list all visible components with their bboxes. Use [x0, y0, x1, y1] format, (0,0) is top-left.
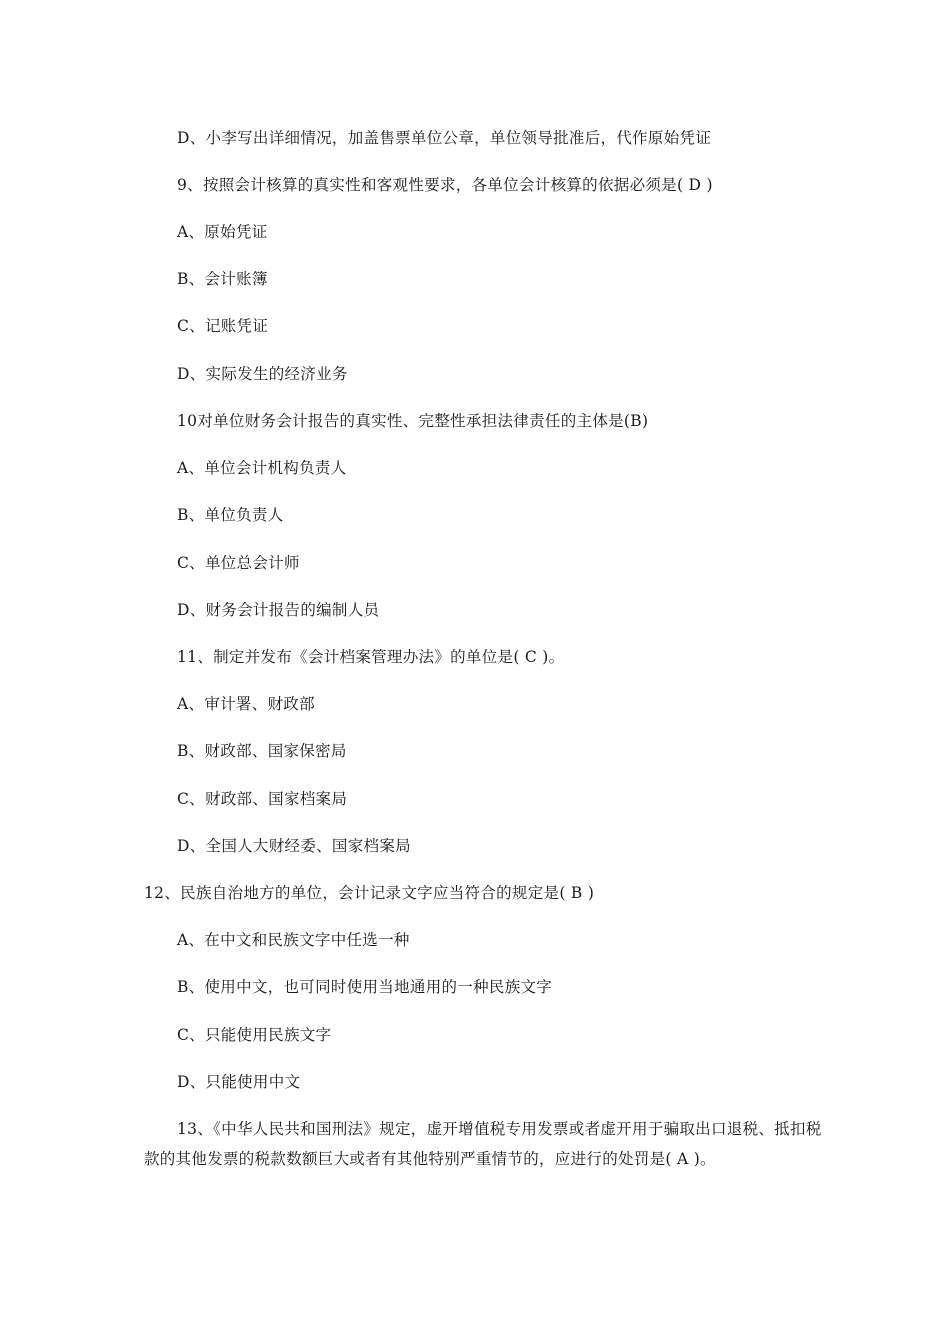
q13-question: 13、《中华人民共和国刑法》规定，虚开增值税专用发票或者虚开用于骗取出口退税、抵扣税款的其他发票的税款数额巨大或者有其他特别严重情节的，应进行的处罚是( A )。 [144, 1120, 822, 1168]
q9-option-d: D、实际发生的经济业务 [177, 365, 348, 383]
q12-question: 12、民族自治地方的单位，会计记录文字应当符合的规定是( B ) [144, 884, 595, 902]
q9-option-a: A、原始凭证 [177, 223, 268, 241]
q11-question: 11、制定并发布《会计档案管理办法》的单位是( C )。 [177, 648, 565, 666]
q10-option-b: B、单位负责人 [177, 506, 284, 524]
q11-option-a: A、审计署、财政部 [177, 695, 315, 713]
q11-option-c: C、财政部、国家档案局 [177, 790, 348, 808]
q8-option-d: D、小李写出详细情况，加盖售票单位公章，单位领导批准后，代作原始凭证 [177, 129, 712, 147]
q10-option-c: C、单位总会计师 [177, 554, 300, 572]
q12-option-d: D、只能使用中文 [177, 1073, 301, 1091]
q9-option-b: B、会计账簿 [177, 270, 268, 288]
q9-question: 9、按照会计核算的真实性和客观性要求，各单位会计核算的依据必须是( D ) [177, 176, 713, 194]
q9-option-c: C、记账凭证 [177, 317, 269, 335]
q12-option-c: C、只能使用民族文字 [177, 1026, 332, 1044]
q10-option-a: A、单位会计机构负责人 [177, 459, 347, 477]
q12-option-a: A、在中文和民族文字中任选一种 [177, 931, 410, 949]
q10-question: 10对单位财务会计报告的真实性、完整性承担法律责任的主体是(B) [177, 412, 649, 430]
q10-option-d: D、财务会计报告的编制人员 [177, 601, 380, 619]
q11-option-d: D、全国人大财经委、国家档案局 [177, 837, 411, 855]
q11-option-b: B、财政部、国家保密局 [177, 742, 347, 760]
q12-option-b: B、使用中文，也可同时使用当地通用的一种民族文字 [177, 978, 553, 996]
